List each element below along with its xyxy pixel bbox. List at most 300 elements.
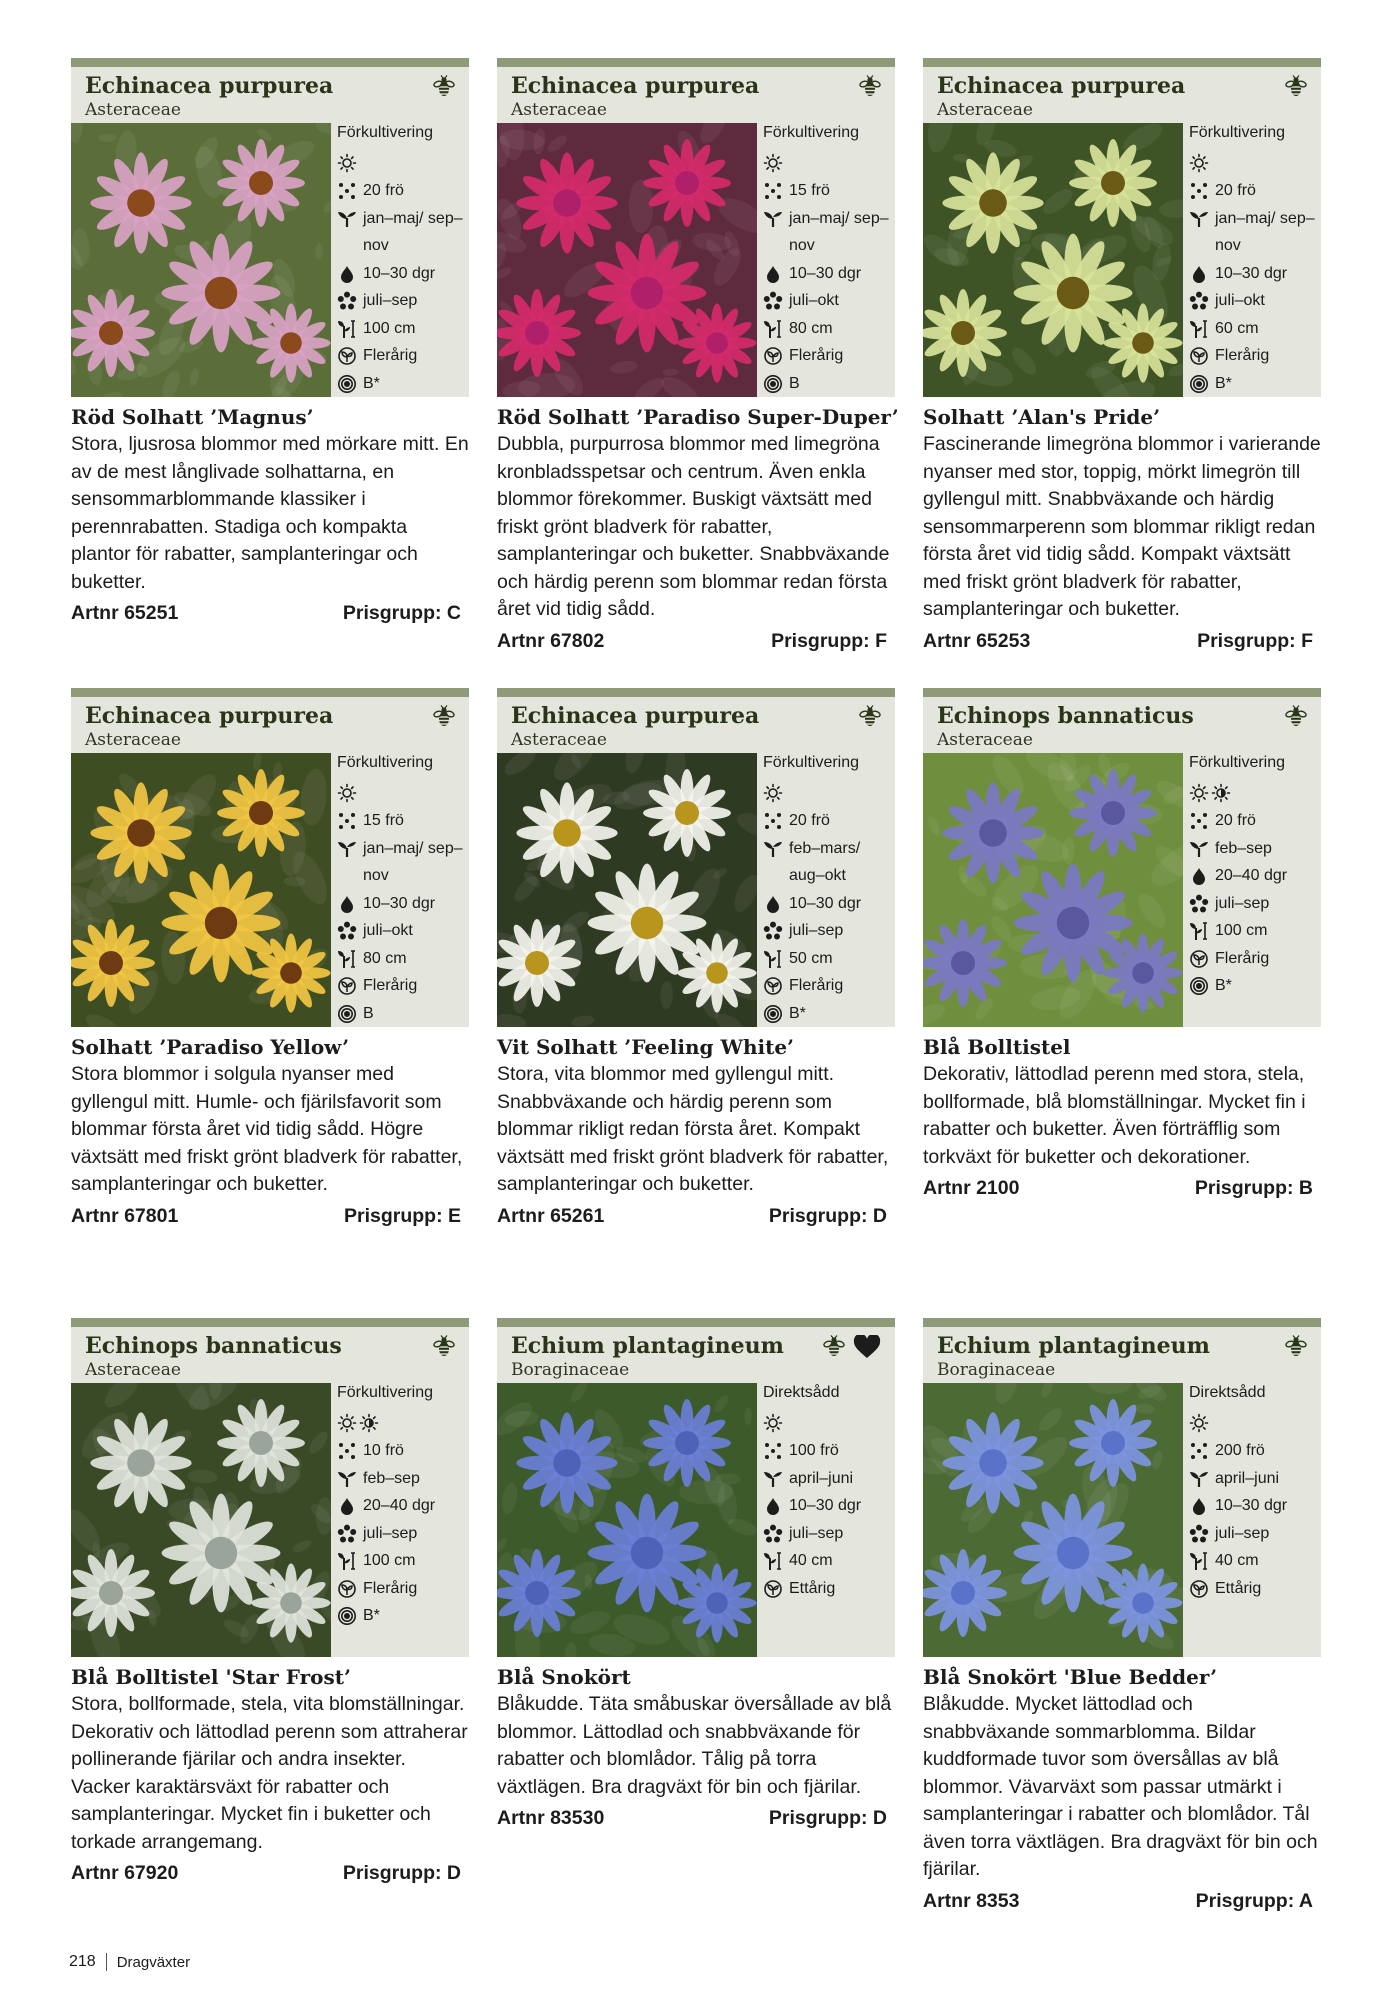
header-icons [1285,75,1307,99]
flower-icon [763,1524,783,1544]
sowing-time-row [1189,1465,1321,1493]
height-icon [1189,921,1209,941]
zone-icon [337,1606,357,1626]
height-icon [337,319,357,339]
growing-info [757,1383,895,1657]
plant-height: 40 cm [1215,1552,1259,1569]
bloom-time: juli–sep [1215,1524,1270,1542]
sowing-time: feb–sep [363,1469,420,1487]
seeds-icon [1189,1441,1209,1461]
card-header [923,688,1321,753]
sowing-method: Förkultivering [337,1384,434,1401]
hardiness-zone: B [363,1004,374,1022]
sowing-time: april–juni [789,1469,854,1487]
lifecycle-row [1189,1575,1321,1603]
plant-height-row [1189,1547,1321,1575]
latin-name: Echinacea purpurea [85,703,334,729]
zone-icon [337,1004,357,1024]
article-number: Artnr 67801 [71,1204,179,1227]
drop-icon [1189,264,1209,284]
product-card [497,1318,895,1948]
sowing-method: Förkultivering [1189,754,1286,771]
germination-temp: 10–30 dgr [789,894,862,912]
price-group: Prisgrupp: C [342,602,461,624]
bloom-time-row [337,917,469,945]
lifecycle: Flerårig [363,347,418,364]
card-body [923,753,1321,1027]
flower-icon [1189,291,1209,311]
germination-temp: 10–30 dgr [789,1497,862,1514]
growing-info [1183,753,1321,1027]
card-footer [497,1807,895,1830]
card-footer [923,630,1321,653]
sowing-method: Förkultivering [763,124,860,141]
bloom-time: juli–okt [1215,292,1265,309]
article-number: Artnr 65253 [923,629,1031,652]
growing-info [1183,123,1321,397]
common-name: Solhatt ’Paradiso Yellow’ [71,1035,350,1059]
lifecycle-icon [337,1579,357,1599]
footer-divider [106,1953,107,1971]
height-icon [763,319,783,339]
lifecycle-icon [763,1579,783,1599]
sun-requirement [1189,149,1321,177]
latin-name: Echinacea purpurea [85,73,334,99]
growing-info [1183,1383,1321,1657]
article-number: Artnr 67920 [71,1862,179,1884]
price-group: Prisgrupp: A [1195,1889,1313,1912]
sun-requirement [763,149,895,177]
sun-icon [1189,153,1209,173]
lifecycle-row [763,1575,895,1603]
lifecycle-icon [1189,949,1209,969]
plant-photo [71,753,331,1027]
height-icon [1189,1551,1209,1571]
hardiness-zone-row [337,1000,469,1028]
seed-count-row [337,1437,469,1465]
header-icons [859,705,881,729]
half-shade-icon [1211,783,1231,803]
seeds-icon [1189,181,1209,201]
sun-requirement [1189,1409,1321,1437]
sowing-time-row [337,835,469,890]
card-body [71,1383,469,1657]
zone-icon [763,374,783,394]
flower-icon [1189,1524,1209,1544]
lifecycle-row [337,972,469,1000]
growing-info [331,123,469,397]
sun-icon [337,1413,357,1433]
section-name: Dragväxter [116,1953,191,1971]
common-name: Vit Solhatt ’Feeling White’ [497,1035,795,1059]
germination-temp-row [1189,862,1321,890]
plant-height: 80 cm [363,949,407,967]
hardiness-zone: B* [363,374,380,392]
sun-requirement [763,1409,895,1437]
seed-count-row [763,177,895,205]
hardiness-zone-row [1189,370,1321,398]
lifecycle: Flerårig [1215,949,1270,967]
sun-requirement [337,1409,469,1437]
sowing-time-row [1189,835,1321,863]
common-name: Blå Snokört 'Blue Bedder’ [923,1665,1218,1689]
latin-name: Echinacea purpurea [937,73,1186,99]
header-icons [823,1335,881,1359]
seeds-icon [1189,811,1209,831]
sun-requirement [337,779,469,807]
plant-photo [497,123,757,397]
plant-height: 50 cm [789,949,833,967]
lifecycle-row [337,342,469,370]
germination-temp-row [763,1492,895,1520]
sun-icon [337,783,357,803]
germination-temp: 10–30 dgr [1215,1497,1288,1514]
description: Stora blommor i solgula nyanser med gyllengul mitt. Humle- och fjärilsfavorit som blommar första året vid tidig sådd. Högre växtsätt med friskt grönt bladverk för rabatter, samplanteringar och buketter. [71,1063,463,1195]
bloom-time: juli–sep [1215,894,1270,912]
germination-temp: 10–30 dgr [789,264,862,282]
family-name: Asteraceae [511,730,607,750]
header-icons [859,75,881,99]
seed-count-row [763,807,895,835]
family-name: Asteraceae [85,1360,181,1380]
card-header [71,688,469,753]
zone-icon [1189,374,1209,394]
sprout-icon [1189,839,1209,859]
sowing-method: Direktsådd [763,1384,840,1401]
common-name: Blå Snokört [497,1665,631,1689]
sun-icon [763,783,783,803]
plant-photo [71,1383,331,1657]
article-number: Artnr 67802 [497,629,605,652]
germination-temp: 10–30 dgr [363,894,436,912]
plant-photo [497,1383,757,1657]
lifecycle: Flerårig [789,347,844,364]
bloom-time-row [1189,1520,1321,1548]
description: Stora, ljusrosa blommor med mörkare mitt. En av de mest långlivade solhattarna, en sensommarblommande klassiker i perennrabatten. Stadiga och kompakta plantor för rabatter, samplanteringar och buketter. [71,433,469,593]
bee-icon [859,75,881,99]
description: Stora, vita blommor med gyllengul mitt. Snabbväxande och härdig perenn som blommar rikligt redan första året. Kompakt växtsätt med friskt grönt bladverk för rabatter, samplanteringar och buketter. [497,1063,889,1195]
bee-icon [433,1335,455,1359]
lifecycle: Ettårig [789,1579,836,1597]
germination-temp: 10–30 dgr [1215,264,1288,282]
sun-icon [763,1413,783,1433]
family-name: Boraginaceae [511,1360,630,1380]
hardiness-zone-row [337,1602,469,1630]
seeds-icon [763,181,783,201]
lifecycle-icon [763,976,783,996]
hardiness-zone-row [763,370,895,398]
sowing-time-row [763,205,895,260]
family-name: Asteraceae [85,100,181,120]
family-name: Asteraceae [937,100,1033,120]
hardiness-zone: B* [1215,374,1232,392]
plant-height-row [1189,917,1321,945]
seed-count-row [1189,177,1321,205]
seed-count: 100 frö [789,1442,839,1459]
article-number: Artnr 83530 [497,1807,605,1829]
sowing-time: jan–maj/ sep–nov [363,839,463,884]
sowing-time-row [1189,205,1321,260]
bloom-time-row [1189,287,1321,315]
seeds-icon [337,1441,357,1461]
germination-temp: 10–30 dgr [363,264,436,282]
sowing-method: Direktsådd [1189,1384,1266,1401]
drop-icon [337,1496,357,1516]
plant-height: 100 cm [363,319,416,337]
hardiness-zone-row [763,1000,895,1028]
lifecycle-row [1189,342,1321,370]
bloom-time-row [763,917,895,945]
germination-temp-row [337,1492,469,1520]
plant-height-row [763,945,895,973]
seed-count-row [1189,1437,1321,1465]
height-icon [337,1551,357,1571]
bloom-time-row [1189,890,1321,918]
sun-requirement [763,779,895,807]
plant-photo [923,753,1183,1027]
description: Dekorativ, lättodlad perenn med stora, stela, bollformade, blå blomställningar. Mycket fin i rabatter och buketter. Även förträfflig som torkväxt för buketter och dekorationer. [923,1063,1306,1168]
drop-icon [763,264,783,284]
zone-icon [763,1004,783,1024]
sowing-time: jan–maj/ sep–nov [363,209,463,254]
card-body [71,753,469,1027]
card-header [71,58,469,123]
zone-icon [1189,976,1209,996]
plant-height-row [763,315,895,343]
growing-info [331,753,469,1027]
sowing-time: feb–mars/ aug–okt [789,839,861,884]
product-card [923,688,1321,1318]
sprout-icon [1189,209,1209,229]
sowing-method: Förkultivering [337,124,434,141]
germination-temp-row [337,260,469,288]
common-name: Blå Bolltistel 'Star Frost’ [71,1665,351,1689]
price-group: Prisgrupp: E [343,1204,461,1227]
germination-temp-row [1189,1492,1321,1520]
latin-name: Echinops bannaticus [85,1333,342,1359]
germination-temp-row [337,890,469,918]
common-name: Röd Solhatt ’Paradiso Super-Duper’ [497,405,899,429]
lifecycle: Flerårig [363,1579,418,1597]
lifecycle-row [1189,945,1321,973]
card-header [923,58,1321,123]
seed-count: 15 frö [789,182,830,199]
page-number: 218 [69,1953,96,1970]
flower-icon [337,1524,357,1544]
flower-icon [337,291,357,311]
header-icons [1285,705,1307,729]
sowing-time-row [763,1465,895,1493]
sowing-time: feb–sep [1215,839,1272,857]
plant-height-row [763,1547,895,1575]
sprout-icon [337,839,357,859]
bloom-time: juli–okt [363,922,413,939]
plant-height: 100 cm [1215,922,1268,939]
hardiness-zone: B [789,374,800,392]
hardiness-zone: B* [1215,977,1232,994]
bee-icon [859,705,881,729]
card-body [497,123,895,397]
plant-height: 40 cm [789,1552,833,1569]
plant-height-row [1189,315,1321,343]
sowing-time-row [763,835,895,890]
description: Stora, bollformade, stela, vita blomställningar. Dekorativ och lättodlad perenn som attraherar pollinerande fjärilar och andra insekter. Vacker karaktärsväxt för rabatter och samplanteringar. Mycket fin i buketter och torkade arrangemang. [71,1693,468,1853]
sprout-icon [1189,1469,1209,1489]
product-card [71,1318,469,1948]
sowing-time: jan–maj/ sep–nov [1215,209,1315,254]
lifecycle-icon [337,346,357,366]
lifecycle-icon [337,976,357,996]
sowing-time: april–juni [1215,1469,1280,1487]
plant-height: 80 cm [789,319,833,337]
common-name: Blå Bolltistel [923,1035,1071,1059]
plant-photo [497,753,757,1027]
drop-icon [763,894,783,914]
lifecycle: Flerårig [789,977,844,994]
price-group: Prisgrupp: D [768,1807,887,1829]
sowing-method: Förkultivering [763,754,860,771]
hardiness-zone: B* [789,1004,806,1022]
sun-icon [1189,783,1209,803]
card-footer [923,1177,1321,1200]
latin-name: Echium plantagineum [511,1333,784,1359]
half-shade-icon [359,1413,379,1433]
sowing-method: Förkultivering [1189,124,1286,141]
seed-count: 20 frö [363,182,404,199]
plant-height-row [337,945,469,973]
card-header [497,688,895,753]
bloom-time: juli–sep [789,922,844,939]
seed-count-row [337,177,469,205]
article-number: Artnr 65251 [71,602,179,624]
plant-photo [923,123,1183,397]
article-number: Artnr 65261 [497,1204,605,1227]
seeds-icon [337,181,357,201]
height-icon [1189,319,1209,339]
flower-icon [1189,894,1209,914]
sprout-icon [763,839,783,859]
seeds-icon [763,1441,783,1461]
plant-height-row [337,1547,469,1575]
card-header [497,58,895,123]
heart-icon [853,1335,881,1359]
price-group: Prisgrupp: D [768,1204,887,1227]
height-icon [337,949,357,969]
plant-height-row [337,315,469,343]
bee-icon [1285,705,1307,729]
product-card [497,58,899,688]
product-card [71,58,469,688]
plant-photo [71,123,331,397]
card-footer [497,1205,895,1228]
header-icons [433,705,455,729]
card-body [923,1383,1321,1657]
lifecycle-row [763,342,895,370]
product-grid [71,58,1321,1948]
common-name: Röd Solhatt ’Magnus’ [71,405,314,429]
description: Blåkudde. Mycket lättodlad och snabbväxande sommarblomma. Bildar kuddformade tuvor som översållas av blå blommor. Vävarväxt som passar utmärkt i samplanteringar i rabatter och blomlådor. Tål även torra växtlägen. Bra dragväxt för bin och fjärilar. [923,1693,1318,1880]
article-number: Artnr 8353 [923,1889,1020,1912]
bloom-time: juli–sep [789,1524,844,1542]
hardiness-zone-row [1189,972,1321,1000]
flower-icon [763,921,783,941]
plant-height: 100 cm [363,1552,416,1569]
sowing-time-row [337,205,469,260]
family-name: Boraginaceae [937,1360,1056,1380]
product-card [71,688,469,1318]
price-group: Prisgrupp: F [1197,629,1313,652]
card-body [497,753,895,1027]
card-footer [497,630,895,653]
lifecycle-row [763,972,895,1000]
bee-icon [1285,1335,1307,1359]
card-header [71,1318,469,1383]
family-name: Asteraceae [937,730,1033,750]
card-body [71,123,469,397]
seed-count: 200 frö [1215,1442,1265,1459]
hardiness-zone-row [337,370,469,398]
sowing-method: Förkultivering [337,754,434,771]
price-group: Prisgrupp: B [1194,1177,1313,1199]
card-footer [71,602,469,625]
hardiness-zone: B* [363,1607,380,1624]
latin-name: Echinacea purpurea [511,73,760,99]
header-icons [433,1335,455,1359]
seed-count-row [1189,807,1321,835]
bloom-time: juli–sep [363,1524,418,1542]
drop-icon [763,1496,783,1516]
page-footer [69,1953,190,1971]
price-group: Prisgrupp: F [771,629,887,652]
seed-count-row [337,807,469,835]
bee-icon [433,705,455,729]
growing-info [757,123,895,397]
lifecycle-icon [1189,1579,1209,1599]
description: Dubbla, purpurrosa blommor med limegröna kronbladsspetsar och centrum. Även enkla blommor förekommer. Buskigt växtsätt med friskt grönt bladverk för rabatter, samplanteringar och buketter. Snabbväxande och härdig perenn som blommar redan första året vid tidig sådd. [497,433,890,620]
latin-name: Echinacea purpurea [511,703,760,729]
product-card [923,1318,1321,1948]
drop-icon [337,894,357,914]
flower-icon [337,921,357,941]
card-footer [71,1862,469,1885]
plant-photo [923,1383,1183,1657]
lifecycle-row [337,1575,469,1603]
lifecycle-icon [763,346,783,366]
lifecycle: Flerårig [1215,347,1270,364]
product-card [923,58,1321,688]
common-name: Solhatt ’Alan's Pride’ [923,405,1161,429]
header-icons [1285,1335,1307,1359]
family-name: Asteraceae [511,100,607,120]
card-footer [71,1205,469,1228]
bloom-time: juli–okt [789,292,839,309]
bloom-time-row [337,1520,469,1548]
lifecycle-icon [1189,346,1209,366]
sun-requirement [1189,779,1321,807]
description: Fascinerande limegröna blommor i varierande nyanser med stor, toppig, mörkt limegrön till gyllengul mitt. Snabbväxande och härdig sensommarperenn som blommar rikligt redan första året vid tidig sådd. Kompakt växtsätt med friskt grönt bladverk för rabatter, samplanteringar och buketter. [923,433,1321,620]
bloom-time: juli–sep [363,292,418,309]
seed-count: 20 frö [789,812,830,829]
sun-icon [1189,1413,1209,1433]
growing-info [331,1383,469,1657]
germination-temp-row [763,260,895,288]
bee-icon [823,1335,845,1359]
sprout-icon [763,209,783,229]
lifecycle: Ettårig [1215,1579,1262,1597]
sun-icon [763,153,783,173]
header-icons [433,75,455,99]
latin-name: Echinops bannaticus [937,703,1194,729]
